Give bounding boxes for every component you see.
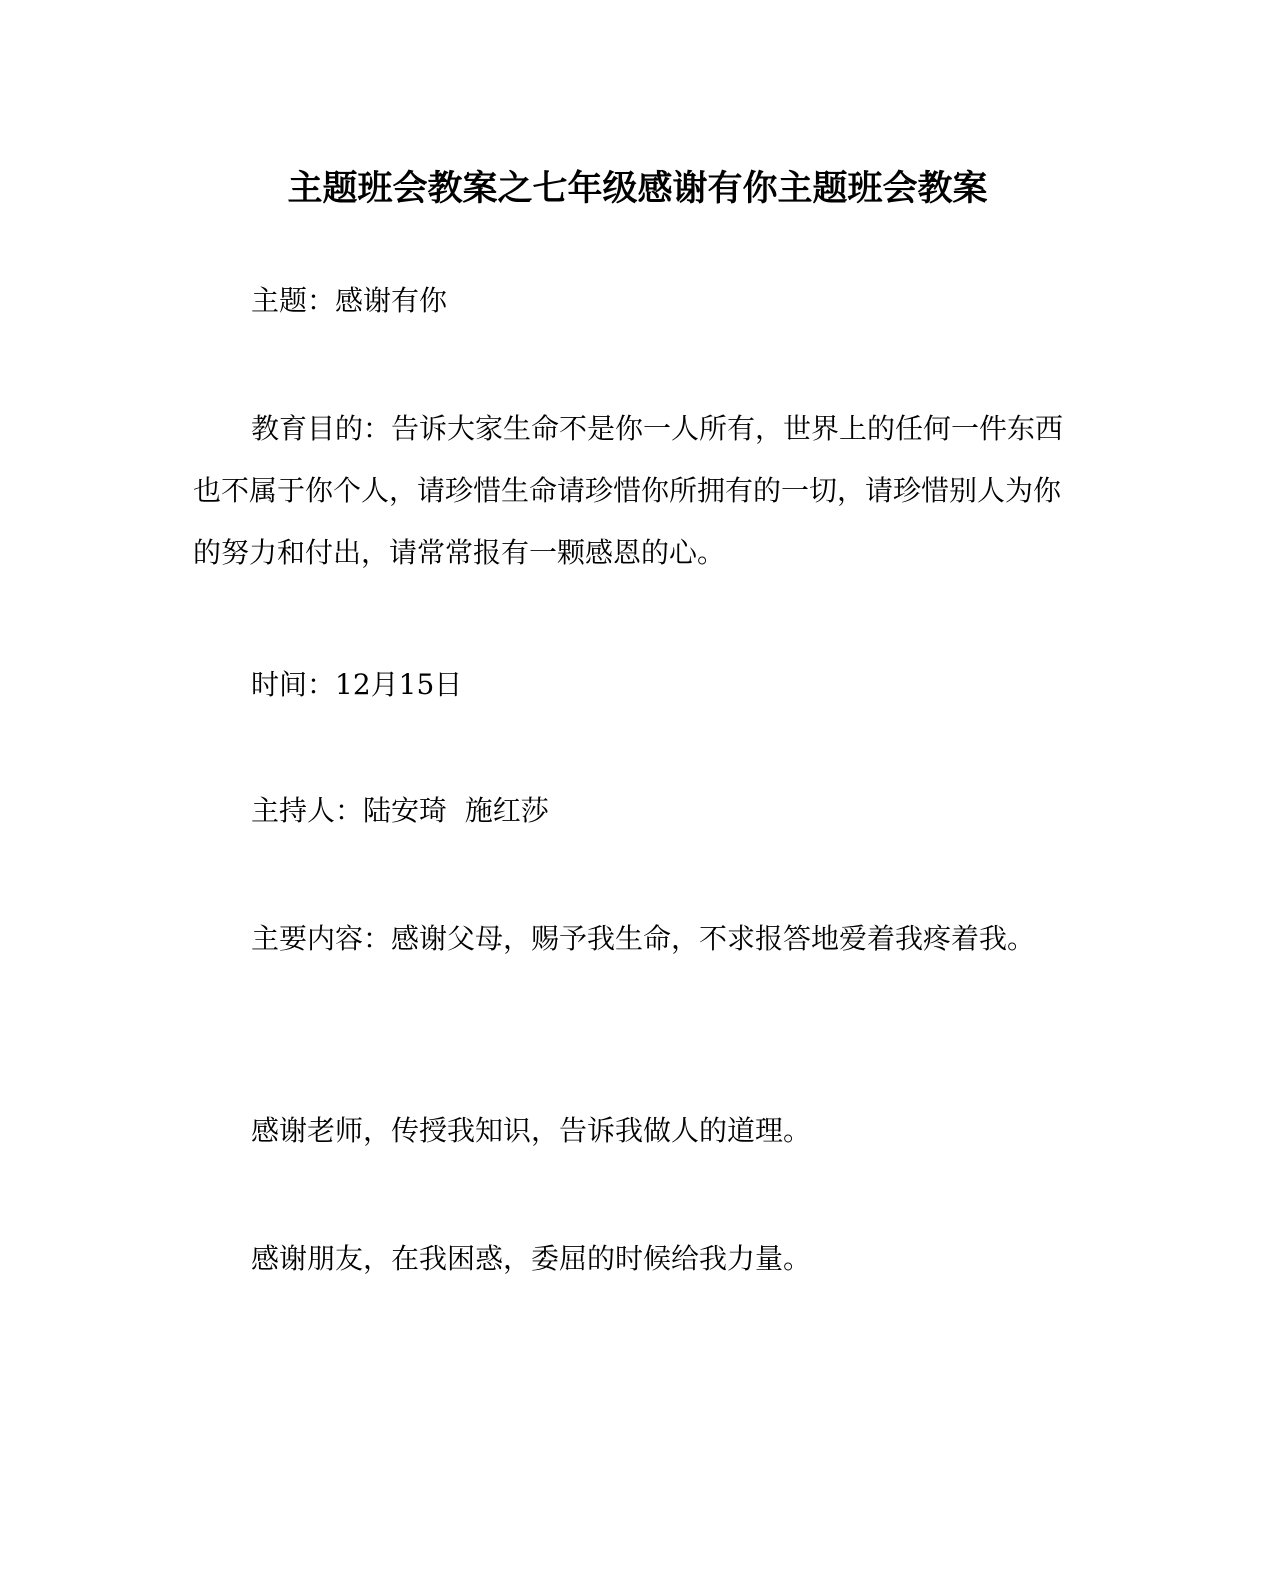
paragraph-topic: 主题：感谢有你 [251, 284, 448, 317]
paragraph-thank-teacher: 感谢老师，传授我知识，告诉我做人的道理。 [251, 1114, 812, 1147]
paragraph-time: 时间：12月15日 [251, 668, 463, 701]
paragraph-host: 主持人：陆安琦 施红莎 [251, 794, 549, 827]
document-title: 主题班会教案之七年级感谢有你主题班会教案 [287, 168, 988, 209]
paragraph-main-content: 主要内容：感谢父母，赐予我生命，不求报答地爱着我疼着我。 [251, 922, 1036, 955]
paragraph-education-purpose: 教育目的：告诉大家生命不是你一人所有，世界上的任何一件东西也不属于你个人，请珍惜生命请珍惜你所拥有的一切，请珍惜别人为你的努力和付出，请常常报有一颗感恩的心。 [193, 412, 1064, 569]
paragraph-thank-friend: 感谢朋友，在我困惑，委屈的时候给我力量。 [251, 1242, 812, 1275]
